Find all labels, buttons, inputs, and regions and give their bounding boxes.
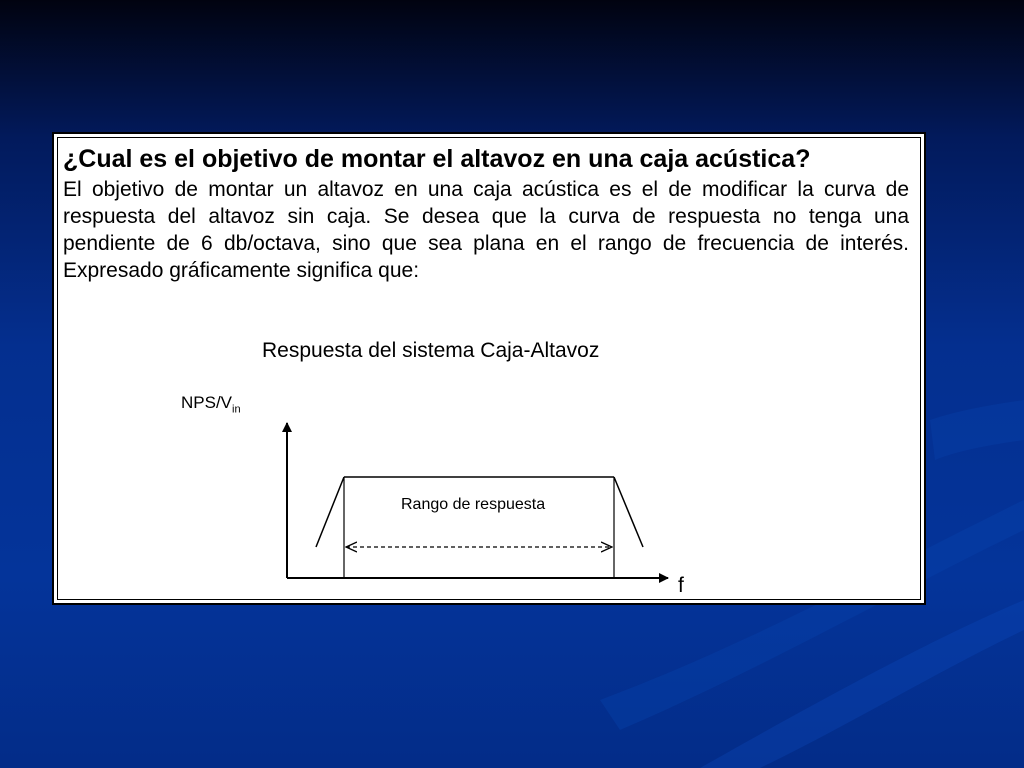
explanation-paragraph: El objetivo de montar un altavoz en una caja acústica es el de modificar la curva de respuesta del altavoz sin caja. Se desea que la curva de respuesta no tenga una pendiente de 6 db/octava, sino que sea plana en el rango de frecuencia de interés. Expresado gráficamente significa que: [63,178,909,282]
diagram-title: Respuesta del sistema Caja-Altavoz [262,339,600,362]
question-heading: ¿Cual es el objetivo de montar el altavoz en una caja acústica? [63,145,811,173]
falling-slope [614,477,643,547]
rising-slope [316,477,344,547]
y-label-subscript: in [232,403,241,416]
y-label-main: NPS/V [181,393,233,412]
diagram-x-label: f [678,574,684,597]
response-diagram [54,134,928,607]
response-range-label: Rango de respuesta [401,496,546,513]
content-panel [52,132,926,605]
